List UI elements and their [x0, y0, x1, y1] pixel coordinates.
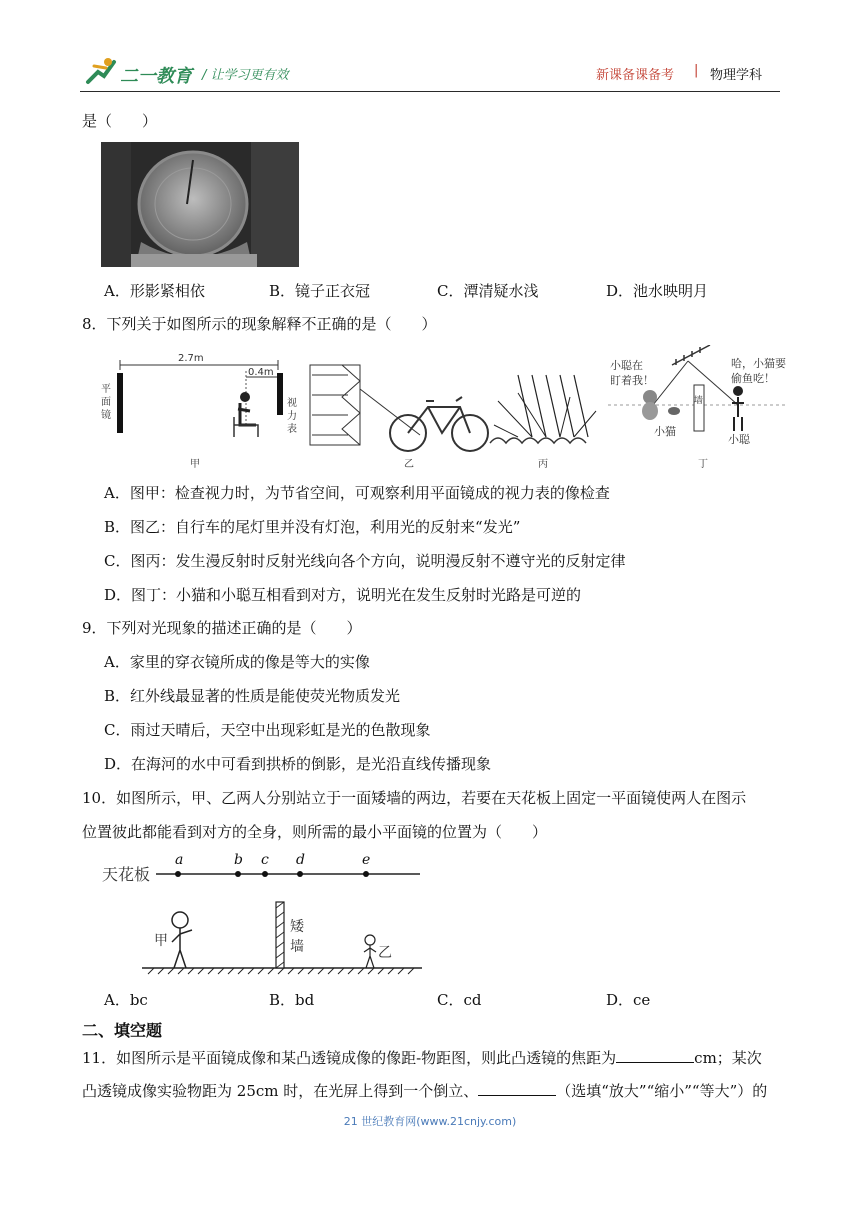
- header-course: 新课备课备考: [596, 68, 675, 83]
- speech-boy-line2: 偷鱼吃！: [731, 372, 775, 385]
- q8-option-a: A．图甲：检查视力时，为节省空间，可观察利用平面镜成的视力表的像检查: [104, 484, 610, 502]
- ceiling-label: 天花板: [102, 865, 151, 884]
- q8-option-c: C．图丙：发生漫反射时反射光线向各个方向，说明漫反射不遵守光的反射定律: [104, 552, 626, 570]
- q11-line2-text: 凸透镜成像实验物距为 25cm 时，在光屏上得到一个倒立、: [82, 1082, 479, 1100]
- q10-stem-line2: 位置彼此都能看到对方的全身，则所需的最小平面镜的位置为（ ）: [82, 823, 548, 841]
- distance-2-7m: 2.7m: [178, 353, 204, 364]
- q8-option-b: B．图乙：自行车的尾灯里并没有灯泡，利用光的反射来“发光”: [104, 518, 521, 536]
- footer-site: 21 世纪教育网(www.21cnjy.com): [343, 1115, 517, 1128]
- point-b-label: b: [234, 852, 243, 868]
- q10-option-a: A．bc: [104, 991, 148, 1009]
- speech-boy-line1: 哈，小猫要: [731, 357, 786, 370]
- section-heading: 二、填空题: [82, 1021, 163, 1040]
- sundial-photo: [101, 142, 299, 267]
- q9-stem: 9．下列对光现象的描述正确的是（ ）: [82, 619, 362, 637]
- q7-option-b: B．镜子正衣冠: [269, 282, 371, 300]
- q8-figure-diagram: [98, 345, 800, 475]
- q7-tail: 是（ ）: [82, 112, 158, 130]
- point-e-label: e: [362, 852, 371, 868]
- q11-line1-tail: cm；某次: [694, 1049, 762, 1067]
- runner-logo-icon: [84, 56, 124, 86]
- mirror-label: 平面镜: [101, 384, 111, 421]
- person-yi-label: 乙: [378, 945, 392, 961]
- panel-label-yi: 乙: [404, 459, 414, 470]
- q8-option-d: D．图丁：小猫和小聪互相看到对方，说明光在发生反射时光路是可逆的: [104, 586, 582, 604]
- slogan: / 让学习更有效: [202, 68, 289, 83]
- speech-cat-line2: 盯着我！: [610, 374, 654, 387]
- q10-figure: [96, 848, 426, 978]
- q11-line2-tail: （选填“放大”“缩小”“等大”）的: [556, 1082, 768, 1100]
- wall-label-2: 墙: [290, 939, 304, 955]
- wall-label: 墙: [694, 396, 704, 406]
- q11-blank-image: [478, 1081, 556, 1096]
- panel-label-bing: 丙: [538, 459, 548, 470]
- distance-0-4m: 0.4m: [248, 367, 274, 378]
- header-separator: |: [694, 63, 699, 78]
- q11-line2: [82, 1081, 767, 1101]
- header-divider: [80, 91, 780, 92]
- panel-label-jia: 甲: [190, 459, 200, 470]
- q11-line1: [82, 1048, 762, 1068]
- q10-option-d: D．ce: [606, 991, 651, 1009]
- wall-label-1: 矮: [290, 919, 304, 935]
- boy-label: 小聪: [728, 433, 750, 446]
- q9-option-d: D．在海河的水中可看到拱桥的倒影，是光沿直线传播现象: [104, 755, 492, 773]
- point-d-label: d: [296, 852, 305, 868]
- q10-option-b: B．bd: [269, 991, 315, 1009]
- q7-option-d: D．池水映明月: [606, 282, 709, 300]
- q7-option-c: C．潭清疑水浅: [437, 282, 539, 300]
- panel-label-ding: 丁: [698, 459, 708, 470]
- sundial-icon: [101, 142, 299, 267]
- q8-stem: 8．下列关于如图所示的现象解释不正确的是（ ）: [82, 315, 437, 333]
- q7-option-a: A．形影紧相依: [104, 282, 205, 300]
- q11-blank-focal: [616, 1048, 694, 1063]
- q8-figure: [98, 345, 800, 475]
- person-jia-label: 甲: [154, 933, 168, 949]
- logo-text: 二一教育: [120, 66, 192, 87]
- eye-chart-label: 视力表: [287, 398, 297, 435]
- q10-option-c: C．cd: [437, 991, 482, 1009]
- q9-option-a: A．家里的穿衣镜所成的像是等大的实像: [104, 653, 370, 671]
- point-a-label: a: [175, 852, 184, 868]
- speech-cat-line1: 小聪在: [610, 359, 643, 372]
- q9-option-b: B．红外线最显著的性质是能使荧光物质发光: [104, 687, 401, 705]
- q11-line1-text: 11．如图所示是平面镜成像和某凸透镜成像的像距-物距图，则此凸透镜的焦距为: [82, 1049, 617, 1067]
- q9-option-c: C．雨过天晴后，天空中出现彩虹是光的色散现象: [104, 721, 431, 739]
- header-subject: 物理学科: [710, 68, 763, 83]
- cat-label: 小猫: [654, 425, 676, 438]
- point-c-label: c: [261, 852, 269, 868]
- header: [80, 54, 780, 90]
- q10-stem-line1: 10．如图所示，甲、乙两人分别站立于一面矮墙的两边，若要在天花板上固定一平面镜使两人在图示: [82, 789, 747, 807]
